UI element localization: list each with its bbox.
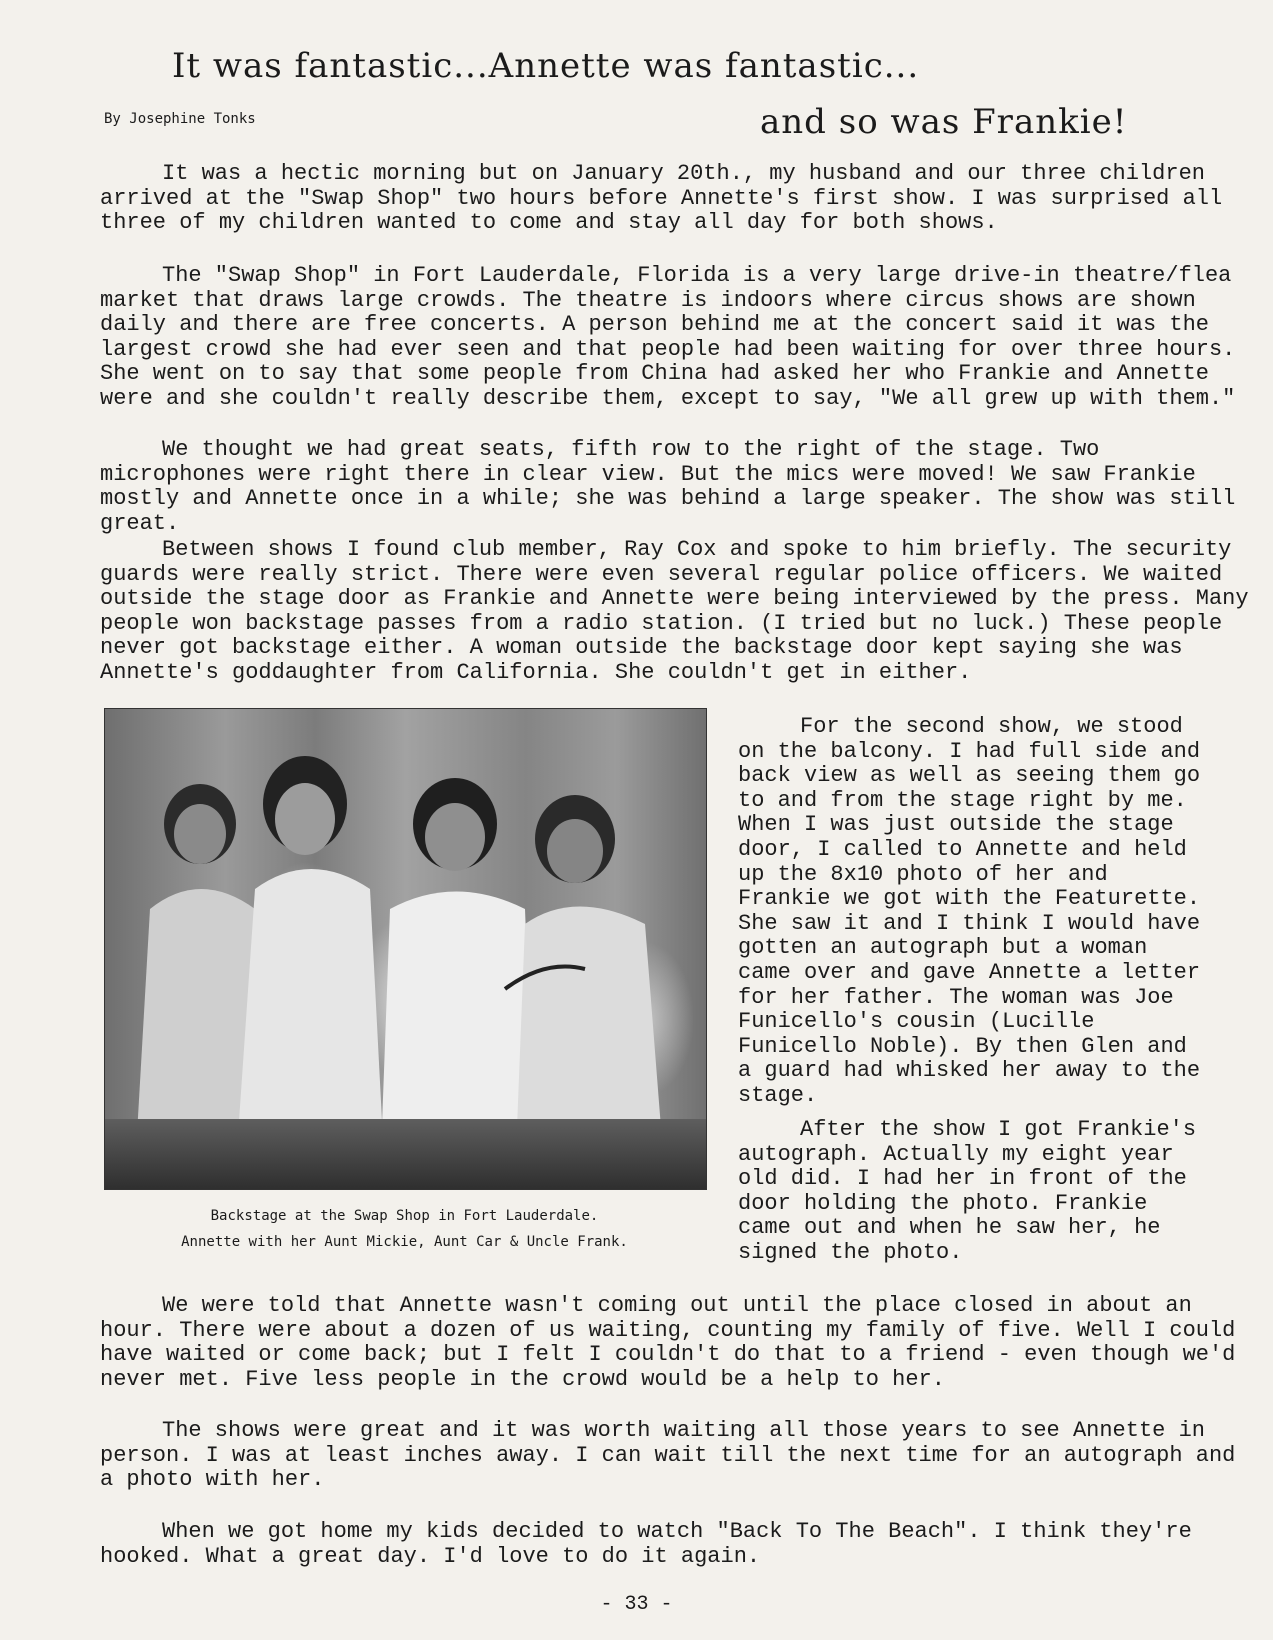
photo-floor-shadow	[105, 1119, 706, 1189]
article-title: It was fantastic...Annette was fantastic...	[172, 46, 920, 86]
paragraph-between-shows: Between shows I found club member, Ray Cox and spoke to him briefly. The security guards were really strict. There were even several regular police officers. We waited outside the stage door as Frankie and Annette were being interviewed by the press. Many people won backstage passes from a radio station. (I tried but no luck.) These people never got backstage either. A woman outside the backstage door kept saying she was Annette's goddaughter from California. She couldn't get in either.	[100, 537, 1249, 685]
paragraph-swap-shop: The "Swap Shop" in Fort Lauderdale, Florida is a very large drive-in theatre/flea market that draws large crowds. The theatre is indoors where circus shows are shown daily and there are free concerts. A person behind me at the concert said it was the largest crowd she had ever seen and that people had been waiting for over three hours. She went on to say that some people from China had asked her who Frankie and Annette were and she couldn't really describe them, except to say, "We all grew up with them."	[100, 263, 1236, 411]
paragraph-waiting: We were told that Annette wasn't coming out until the place closed in about an hour. There were about a dozen of us waiting, counting my family of five. Well I could have waited or come back; but I felt I couldn't do that to a friend - even though we'd never met. Five less people in the crowd would be a help to her.	[100, 1293, 1236, 1392]
article-subtitle: and so was Frankie!	[760, 102, 1128, 142]
paragraph-back-home: When we got home my kids decided to watch "Back To The Beach". I think they're hooked. What a great day. I'd love to do it again.	[100, 1519, 1192, 1569]
photo-caption-line-1: Backstage at the Swap Shop in Fort Lauderdale.	[210, 1208, 599, 1224]
paragraph-second-show: For the second show, we stood on the balcony. I had full side and back view as well as seeing them go to and from the stage right by me. When I was just outside the stage door, I called to Annette and held up the 8x10 photo of her and Frankie we got with the Featurette. She saw it and I think I would have gotten an autograph but a woman came over and gave Annette a letter for her father. The woman was Joe Funicello's cousin (Lucille Funicello Noble). By then Glen and a guard had whisked her away to the stage.	[738, 714, 1201, 1108]
backstage-photo	[104, 708, 707, 1190]
paragraph-shows-great: The shows were great and it was worth waiting all those years to see Annette in person. I was at least inches away. I can wait till the next time for an autograph and a photo with her.	[100, 1418, 1236, 1493]
byline: By Josephine Tonks	[104, 111, 256, 127]
paragraph-arrival: It was a hectic morning but on January 20th., my husband and our three children arrived at the "Swap Shop" two hours before Annette's first show. I was surprised all three of my children wanted to come and stay all day for both shows.	[100, 161, 1223, 236]
paragraph-autograph: After the show I got Frankie's autograph. Actually my eight year old did. I had her in front of the door holding the photo. Frankie came out and when he saw her, he signed the photo.	[738, 1117, 1197, 1265]
people-silhouettes	[105, 709, 706, 1189]
page-number: - 33 -	[600, 1593, 673, 1616]
paragraph-seats: We thought we had great seats, fifth row to the right of the stage. Two microphones were right there in clear view. But the mics were moved! We saw Frankie mostly and Annette once in a while; she was behind a large speaker. The show was still great.	[100, 437, 1236, 536]
photo-caption-line-2: Annette with her Aunt Mickie, Aunt Car & Uncle Frank.	[181, 1234, 628, 1250]
